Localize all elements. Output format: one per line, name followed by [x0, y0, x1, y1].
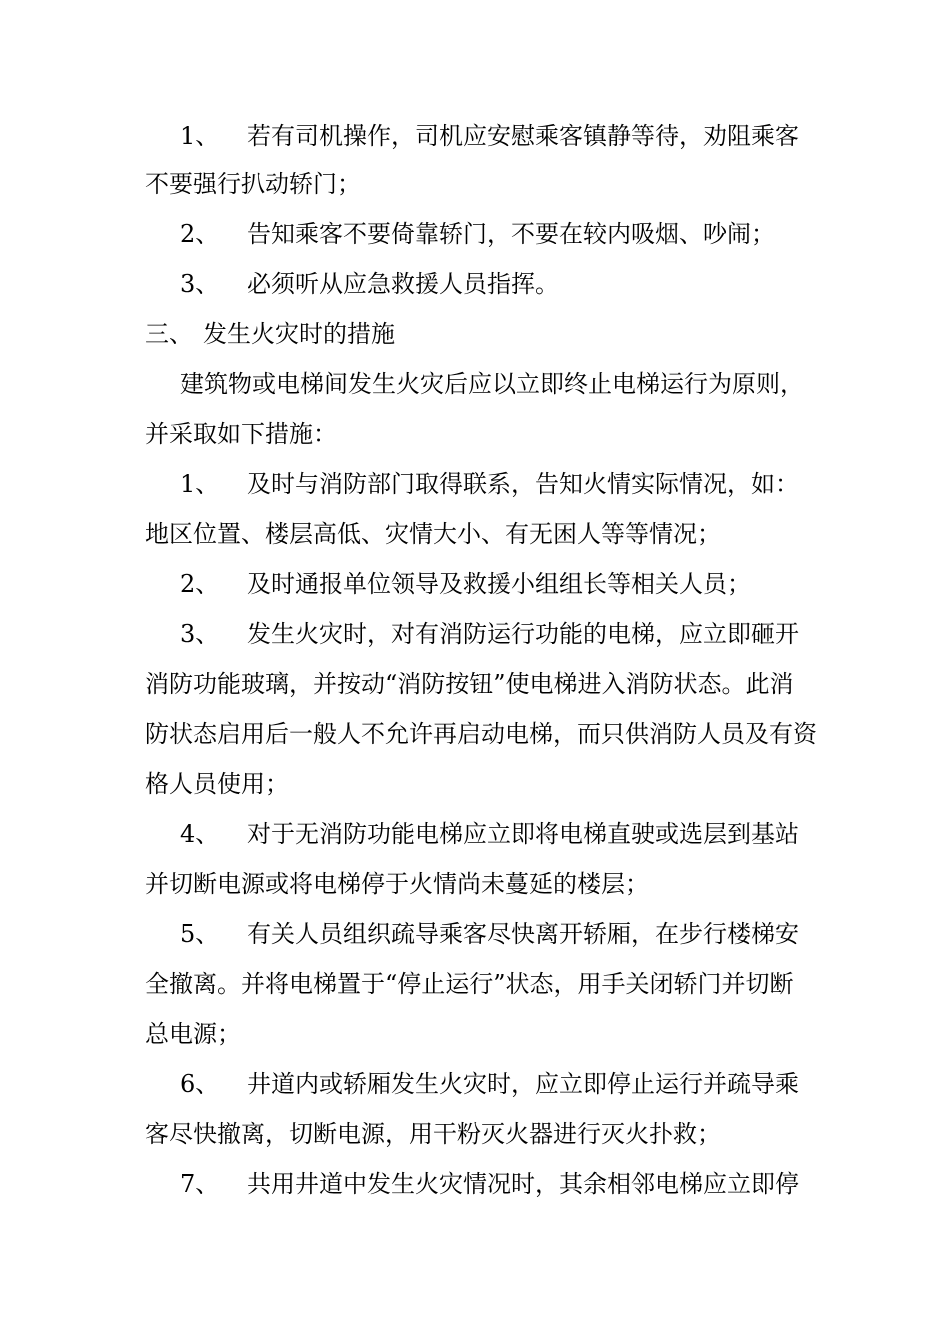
line-text: 建筑物或电梯间发生火灾后应以立即终止电梯运行为原则， — [180, 370, 804, 398]
paragraph-line — [145, 764, 825, 804]
item-text: 共用井道中发生火灾情况时，其余相邻电梯应立即停 — [247, 1170, 799, 1198]
item-text: 对于无消防功能电梯应立即将电梯直驶或选层到基站 — [247, 820, 799, 848]
section-number: 三、 — [145, 320, 193, 348]
item-number: 4、 — [180, 820, 220, 848]
item-number: 3、 — [180, 270, 220, 298]
paragraph-line — [145, 664, 825, 704]
line-text: 并采取如下措施： — [145, 420, 337, 448]
item-number: 2、 — [180, 220, 220, 248]
list-item — [145, 264, 825, 304]
section-title: 发生火灾时的措施 — [203, 320, 395, 348]
list-item — [145, 814, 825, 854]
paragraph-line — [145, 864, 825, 904]
item-text: 及时与消防部门取得联系，告知火情实际情况，如： — [247, 470, 799, 498]
line-text: 客尽快撤离，切断电源，用干粉灭火器进行灭火扑救； — [145, 1120, 721, 1148]
item-number: 6、 — [180, 1070, 220, 1098]
item-text: 及时通报单位领导及救援小组组长等相关人员； — [247, 570, 751, 598]
list-item — [145, 214, 825, 254]
list-item — [145, 564, 825, 604]
item-number: 2、 — [180, 570, 220, 598]
line-text: 格人员使用； — [145, 770, 289, 798]
line-text: 消防功能玻璃，并按动“消防按钮”使电梯进入消防状态。此消 — [145, 670, 794, 698]
list-item — [145, 614, 825, 654]
paragraph-line — [145, 164, 825, 204]
item-text: 告知乘客不要倚靠轿门，不要在较内吸烟、吵闹； — [247, 220, 775, 248]
list-item — [145, 116, 825, 156]
list-item — [145, 1164, 825, 1204]
list-item — [145, 914, 825, 954]
item-text: 若有司机操作，司机应安慰乘客镇静等待，劝阻乘客 — [247, 122, 799, 150]
line-text: 地区位置、楼层高低、灾情大小、有无困人等等情况； — [145, 520, 721, 548]
list-item — [145, 464, 825, 504]
paragraph-line — [145, 364, 825, 404]
list-item — [145, 1064, 825, 1104]
paragraph-line — [145, 1114, 825, 1154]
line-text: 不要强行扒动轿门； — [145, 170, 361, 198]
item-text: 井道内或轿厢发生火灾时，应立即停止运行并疏导乘 — [247, 1070, 799, 1098]
paragraph-line — [145, 1014, 825, 1054]
item-text: 有关人员组织疏导乘客尽快离开轿厢，在步行楼梯安 — [247, 920, 799, 948]
line-text: 总电源； — [145, 1020, 241, 1048]
item-number: 1、 — [180, 470, 220, 498]
item-text: 发生火灾时，对有消防运行功能的电梯，应立即砸开 — [247, 620, 799, 648]
paragraph-line — [145, 514, 825, 554]
line-text: 全撤离。并将电梯置于“停止运行”状态，用手关闭轿门并切断 — [145, 970, 794, 998]
item-number: 3、 — [180, 620, 220, 648]
line-text: 并切断电源或将电梯停于火情尚未蔓延的楼层； — [145, 870, 649, 898]
paragraph-line — [145, 714, 825, 754]
item-number: 1、 — [180, 122, 220, 150]
section-heading — [145, 314, 825, 354]
item-number: 7、 — [180, 1170, 220, 1198]
item-number: 5、 — [180, 920, 220, 948]
paragraph-line — [145, 414, 825, 454]
paragraph-line — [145, 964, 825, 1004]
line-text: 防状态启用后一般人不允许再启动电梯，而只供消防人员及有资 — [145, 720, 817, 748]
item-text: 必须听从应急救援人员指挥。 — [247, 270, 559, 298]
